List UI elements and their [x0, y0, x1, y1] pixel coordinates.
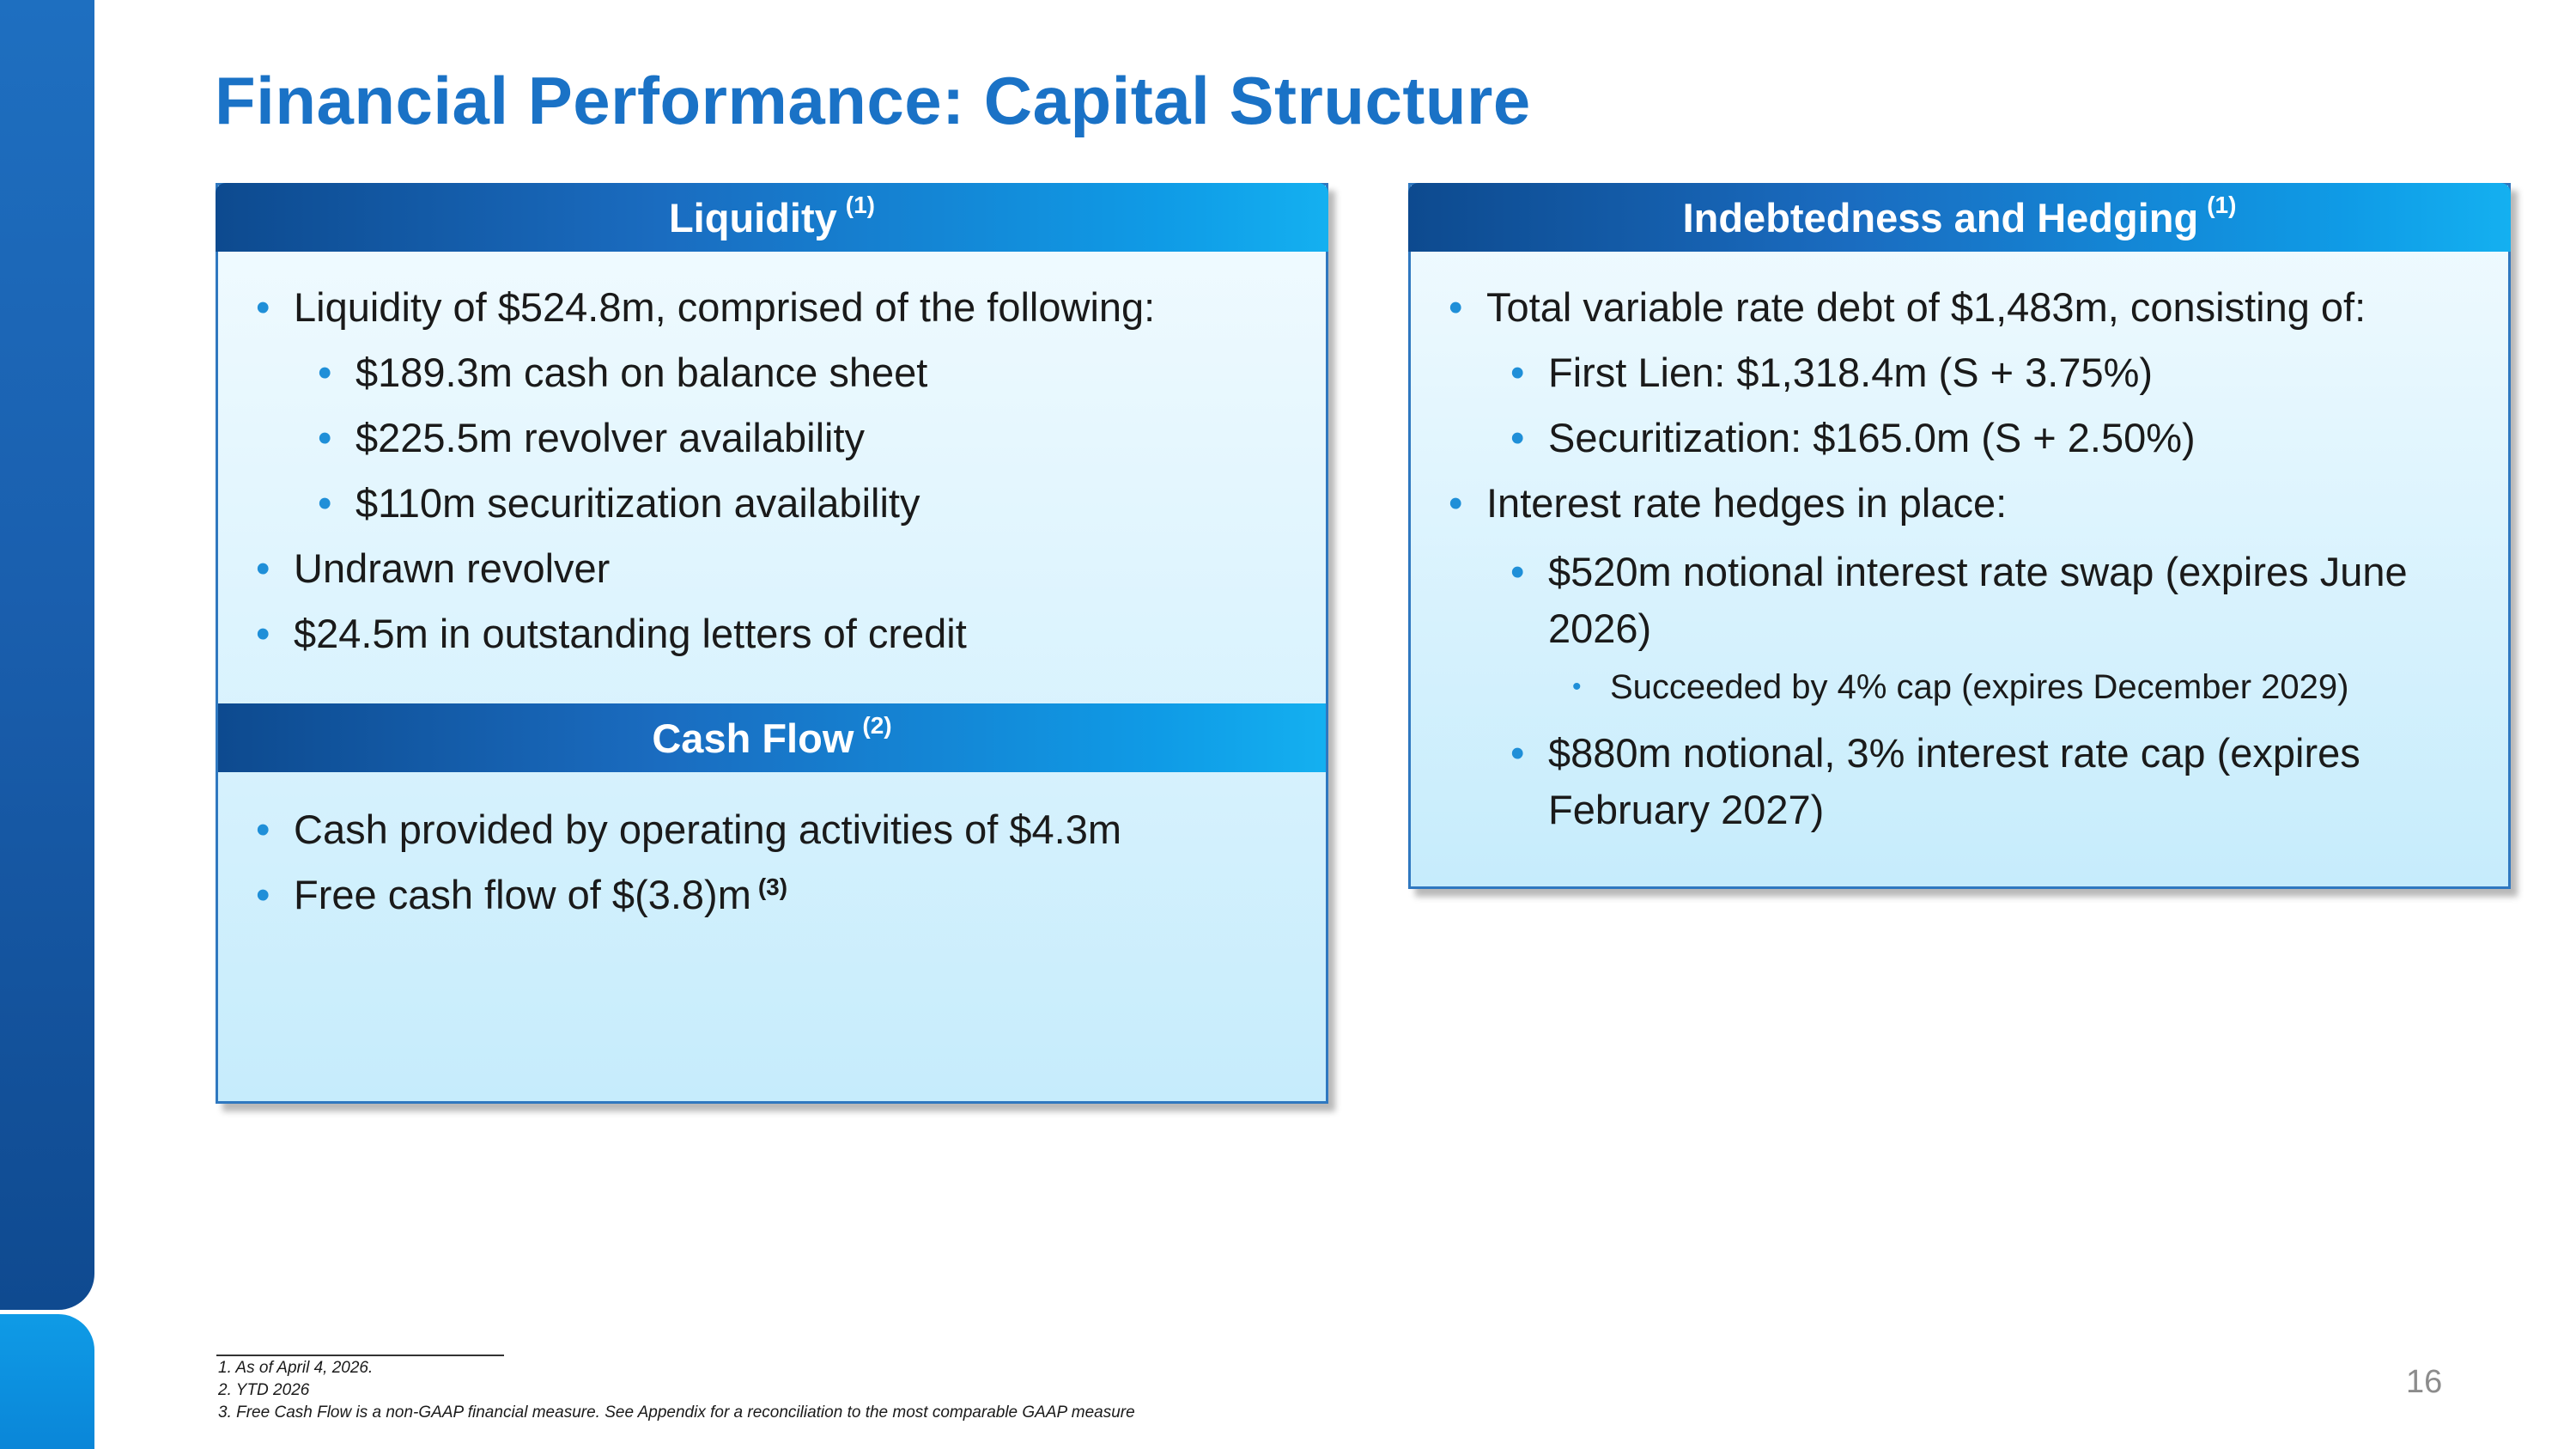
cash-flow-list [218, 805, 1326, 941]
list-item: • Liquidity of $524.8m, comprised of the following: [256, 284, 1156, 330]
side-accent-bar [0, 0, 94, 1310]
list-item: • $880m notional, 3% interest rate cap (expires February 2027) [1411, 725, 2493, 838]
bullet-icon: • [1572, 673, 1582, 701]
bullet-icon: • [1449, 284, 1463, 330]
bullet-icon: • [256, 545, 270, 591]
bullet-icon: • [1449, 480, 1463, 526]
list-item: • Undrawn revolver [256, 545, 611, 591]
bullet-icon: • [256, 872, 270, 917]
indebtedness-header [1408, 183, 2511, 252]
bullet-icon: • [318, 480, 332, 526]
liquidity-header-ref: (1) [845, 192, 876, 218]
liquidity-header-label: Liquidity [668, 194, 837, 240]
bullet-icon: • [1510, 350, 1525, 395]
list-item: • Free cash flow of $(3.8)m $^{(3)}$ [256, 872, 788, 917]
list-item: • Securitization: $165.0m (S + 2.50%) [1510, 415, 2196, 460]
bullet-icon: • [318, 415, 332, 460]
cash-flow-header-label: Cash Flow [652, 715, 854, 761]
list-item: • First Lien: $1,318.4m (S + 3.75%) [1510, 350, 2154, 395]
indebtedness-header-ref: (1) [2207, 192, 2237, 218]
footnote-divider [216, 1355, 504, 1356]
footnotes [218, 1357, 1135, 1424]
bullet-icon: • [256, 807, 270, 852]
list-item: • $189.3m cash on balance sheet [318, 350, 928, 395]
footnote-3: 3. Free Cash Flow is a non-GAAP financial measure. See Appendix for a reconciliation to the most comparable GAAP measure [218, 1403, 1135, 1422]
list-item: • Total variable rate debt of $1,483m, consisting of: [1449, 284, 2366, 330]
footnote-1: 1. As of April 4, 2026. [218, 1359, 374, 1377]
bullet-icon: • [1510, 549, 1525, 594]
liquidity-list [218, 283, 1326, 674]
liquidity-header [216, 183, 1328, 252]
bullet-icon: • [256, 284, 270, 330]
slide-title: Financial Performance: Capital Structure [215, 63, 1531, 138]
list-item: • Succeeded by 4% cap (expires December 2029) [1411, 666, 2493, 709]
liquidity-cashflow-panel [216, 183, 1328, 1104]
list-item: • $24.5m in outstanding letters of credit [256, 611, 967, 656]
page-number: 16 [2406, 1364, 2443, 1400]
side-accent-tab [0, 1314, 94, 1449]
indebtedness-list [1411, 283, 2493, 855]
bullet-icon: • [318, 350, 332, 395]
footnote-ref: (3) [757, 874, 788, 900]
cash-flow-header-ref: (2) [862, 712, 892, 739]
list-item: • $225.5m revolver availability [318, 415, 866, 460]
indebtedness-panel [1408, 183, 2511, 889]
cash-flow-header [218, 703, 1326, 772]
bullet-icon: • [1510, 415, 1525, 460]
list-item: • $520m notional interest rate swap (expires June 2026) [1411, 544, 2493, 657]
list-item: • $110m securitization availability [318, 480, 920, 526]
list-item: • Cash provided by operating activities of $4.3m [256, 807, 1122, 852]
indebtedness-header-label: Indebtedness and Hedging [1682, 194, 2199, 240]
list-item: • Interest rate hedges in place: [1449, 480, 2008, 526]
footnote-2: 2. YTD 2026 [218, 1381, 310, 1399]
bullet-icon: • [1510, 730, 1525, 776]
bullet-icon: • [256, 611, 270, 656]
